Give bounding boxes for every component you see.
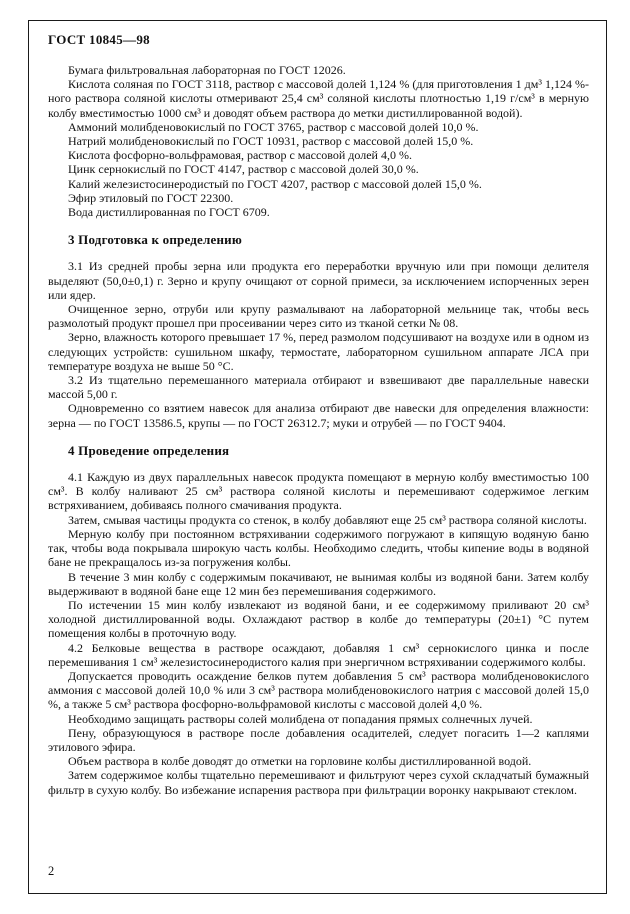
paragraph: Эфир этиловый по ГОСТ 22300. — [68, 190, 234, 205]
paragraph: Необходимо защищать растворы солей молибдена от попадания прямых солнечных лучей. — [68, 711, 533, 726]
document-header: ГОСТ 10845—98 — [48, 32, 150, 47]
paragraph: Калий железистосинеродистый по ГОСТ 4207, раствор с массовой долей 15,0 %. — [68, 176, 482, 191]
paragraph: Затем, смывая частицы продукта со стенок, в колбу добавляют еще 25 см³ раствора соляной кислоты. — [68, 512, 587, 527]
paragraph: Аммоний молибденовокислый по ГОСТ 3765, раствор с массовой долей 10,0 %. — [68, 119, 479, 134]
paragraph: Кислота соляная по ГОСТ 3118, раствор с массовой долей 1,124 % (для приготовления 1 дм³ 1,124 %-ного раствора соляной кислоты отмеривают 25,4 см³ соляной кислоты плотностью 1,19 г/см³ в мерную колбу вместимостью 1000 см³ и доводят объем раствора до метки дистиллированной водой). — [48, 77, 589, 120]
paragraph: Натрий молибденовокислый по ГОСТ 10931, раствор с массовой долей 15,0 %. — [68, 134, 474, 149]
paragraph: 4.2 Белковые вещества в растворе осаждают, добавляя 1 см³ сернокислого цинка и после перемешивания 1 см³ железистосинеродистого калия при энергичном встряхивании содержимого колбы. — [48, 640, 589, 669]
page-number: 2 — [48, 864, 55, 878]
paragraph: 3.1 Из средней пробы зерна или продукта его переработки вручную или при помощи делителя выделяют (50,0±0,1) г. Зерно и крупу очищают от сорной примеси, за исключением испорченных зерен или ядер. — [48, 259, 589, 302]
section-heading: 3 Подготовка к определению — [68, 232, 243, 248]
paragraph: Зерно, влажность которого превышает 17 %, перед размолом подсушивают на воздухе или в одном из следующих устройств: сушильном шкафу, термостате, лабораторном сушильном аппарате ЛСА при температуре воздуха не выше 50 °С. — [48, 330, 589, 373]
paragraph: 4.1 Каждую из двух параллельных навесок продукта помещают в мерную колбу вместимостью 100 см³. В колбу наливают 25 см³ раствора соляной кислоты и перемешивают содержимое легким встряхиванием, добиваясь полного смачивания продукта. — [48, 470, 589, 513]
paragraph: Бумага фильтровальная лабораторная по ГОСТ 12026. — [68, 63, 346, 77]
paragraph: Одновременно со взятием навесок для анализа отбирают две навески для определения влажности: зерна — по ГОСТ 13586.5, крупы — по ГОСТ 26312.7; муки и отрубей — по ГОСТ 9404. — [48, 401, 589, 430]
paragraph: 3.2 Из тщательно перемешанного материала отбирают и взвешивают две параллельные навески массой 5,00 г. — [48, 373, 589, 402]
section-heading: 4 Проведение определения — [68, 442, 230, 458]
paragraph: Кислота фосфорно-вольфрамовая, раствор с массовой долей 4,0 %. — [68, 148, 412, 163]
paragraph: Объем раствора в колбе доводят до отметки на горловине колбы дистиллированной водой. — [68, 754, 532, 769]
paragraph: Допускается проводить осаждение белков путем добавления 5 см³ раствора молибденовокислого аммония с массовой долей 10,0 % или 3 см³ раствора молибденовокислого натрия с массовой долей 15,0 %, а также 5 см³ раствора фосфорно-вольфрамовой кислоты с массовой долей 4,0 %. — [48, 668, 589, 712]
document-body — [48, 63, 589, 859]
paragraph: Затем содержимое колбы тщательно перемешивают и фильтруют через сухой складчатый бумажный фильтр в сухую колбу. Во избежание испарения раствора при фильтрации воронку накрывают стеклом. — [48, 768, 589, 797]
paragraph: Очищенное зерно, отруби или крупу размалывают на лабораторной мельнице так, чтобы весь размолотый продукт прошел при просеивании через сито из тканой сетки № 08. — [48, 302, 589, 331]
paragraph: Мерную колбу при постоянном встряхивании содержимого погружают в кипящую водяную баню так, чтобы вода покрывала широкую часть колбы. Необходимо следить, чтобы кипение воды в водяной бане не прекращалось из-за погружения колбы. — [48, 526, 589, 570]
paragraph: По истечении 15 мин колбу извлекают из водяной бани, и ее содержимому приливают 20 см³ холодной дистиллированной воды. Охлаждают раствор в колбе до температуры (20±1) °С путем помещения колбы в проточную воду. — [48, 597, 589, 641]
paragraph: Пену, образующуюся в растворе после добавления осадителей, следует погасить 1—2 каплями этилового эфира. — [48, 725, 589, 754]
paragraph: Цинк сернокислый по ГОСТ 4147, раствор с массовой долей 30,0 %. — [68, 162, 419, 177]
paragraph: Вода дистиллированная по ГОСТ 6709. — [68, 205, 270, 220]
paragraph: В течение 3 мин колбу с содержимым покачивают, не вынимая колбы из водяной бани. Затем колбу выдерживают в водяной бане еще 12 мин без перемешивания содержимого. — [48, 569, 589, 598]
page-border-frame — [28, 20, 607, 894]
